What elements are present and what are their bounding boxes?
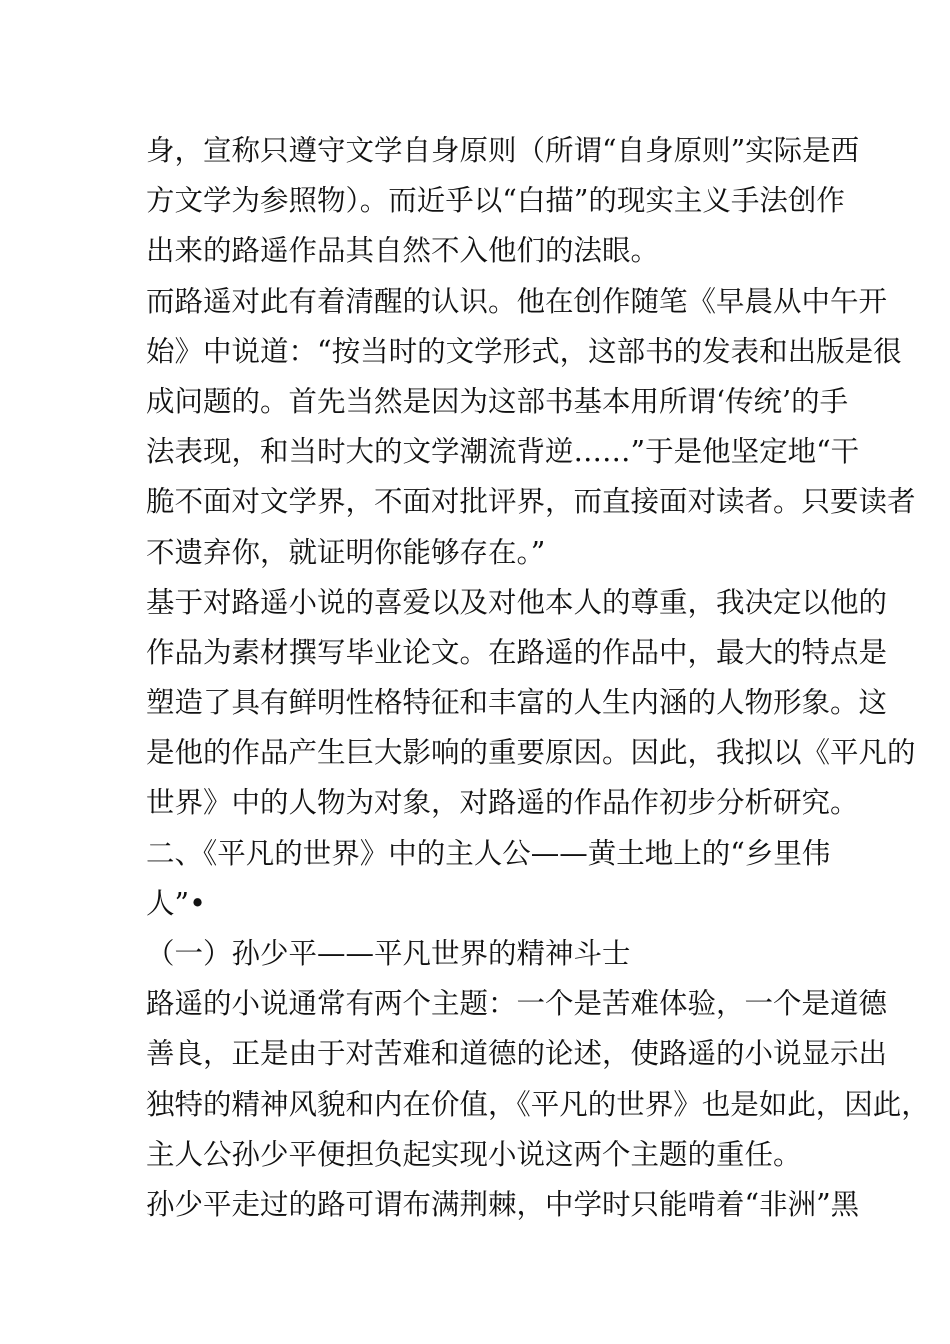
text-line: 成问题的。首先当然是因为这部书基本用所谓‘传统’的手 <box>146 384 849 418</box>
text-line: 出来的路遥作品其自然不入他们的法眼。 <box>146 234 660 268</box>
text-line: 脆不面对文学界，不面对批评界，而直接面对读者。只要读者 <box>146 485 916 519</box>
section-heading <box>146 829 831 929</box>
text-line: 法表现，和当时大的文学潮流背逆……”于是他坚定地“干 <box>146 435 860 469</box>
text-line: 主人公孙少平便担负起实现小说这两个主题的重任。 <box>146 1137 802 1171</box>
text-line: 世界》中的人物为对象，对路遥的作品作初步分析研究。 <box>146 786 859 820</box>
paragraph <box>146 979 930 1180</box>
text-line: 基于对路遥小说的喜爱以及对他本人的尊重，我决定以他的 <box>146 585 888 619</box>
text-line: 是他的作品产生巨大影响的重要原因。因此，我拟以《平凡的 <box>146 736 916 770</box>
text-line: 作品为素材撰写毕业论文。在路遥的作品中，最大的特点是 <box>146 635 888 669</box>
paragraph <box>146 126 860 277</box>
text-line: 塑造了具有鲜明性格特征和丰富的人生内涵的人物形象。这 <box>146 686 888 720</box>
heading-line: （一）孙少平——平凡世界的精神斗士 <box>146 937 631 970</box>
paragraph <box>146 1180 860 1230</box>
text-line: 方文学为参照物）。而近乎以“白描”的现实主义手法创作 <box>146 184 845 218</box>
heading-line: 人”• <box>146 886 206 920</box>
body-text <box>146 126 930 1230</box>
text-line: 独特的精神风貌和内在价值，《平凡的世界》也是如此，因此， <box>146 1087 930 1121</box>
subsection-heading <box>146 929 810 979</box>
paragraph <box>146 578 916 829</box>
heading-line: 二、《平凡的世界》中的主人公——黄土地上的“乡里伟 <box>146 836 831 870</box>
text-line: 路遥的小说通常有两个主题：一个是苦难体验，一个是道德 <box>146 987 888 1021</box>
text-line: 善良，正是由于对苦难和道德的论述，使路遥的小说显示出 <box>146 1037 888 1071</box>
paragraph <box>146 277 916 578</box>
text-line: 不遗弃你，就证明你能够存在。” <box>146 535 546 569</box>
text-line: 始》中说道：“按当时的文学形式，这部书的发表和出版是很 <box>146 334 902 368</box>
text-line: 而路遥对此有着清醒的认识。他在创作随笔《早晨从中午开 <box>146 284 888 318</box>
text-line: 身，宣称只遵守文学自身原则（所谓“自身原则”实际是西 <box>146 134 860 167</box>
text-line: 孙少平走过的路可谓布满荆棘，中学时只能啃着“非洲”黑 <box>146 1187 860 1221</box>
